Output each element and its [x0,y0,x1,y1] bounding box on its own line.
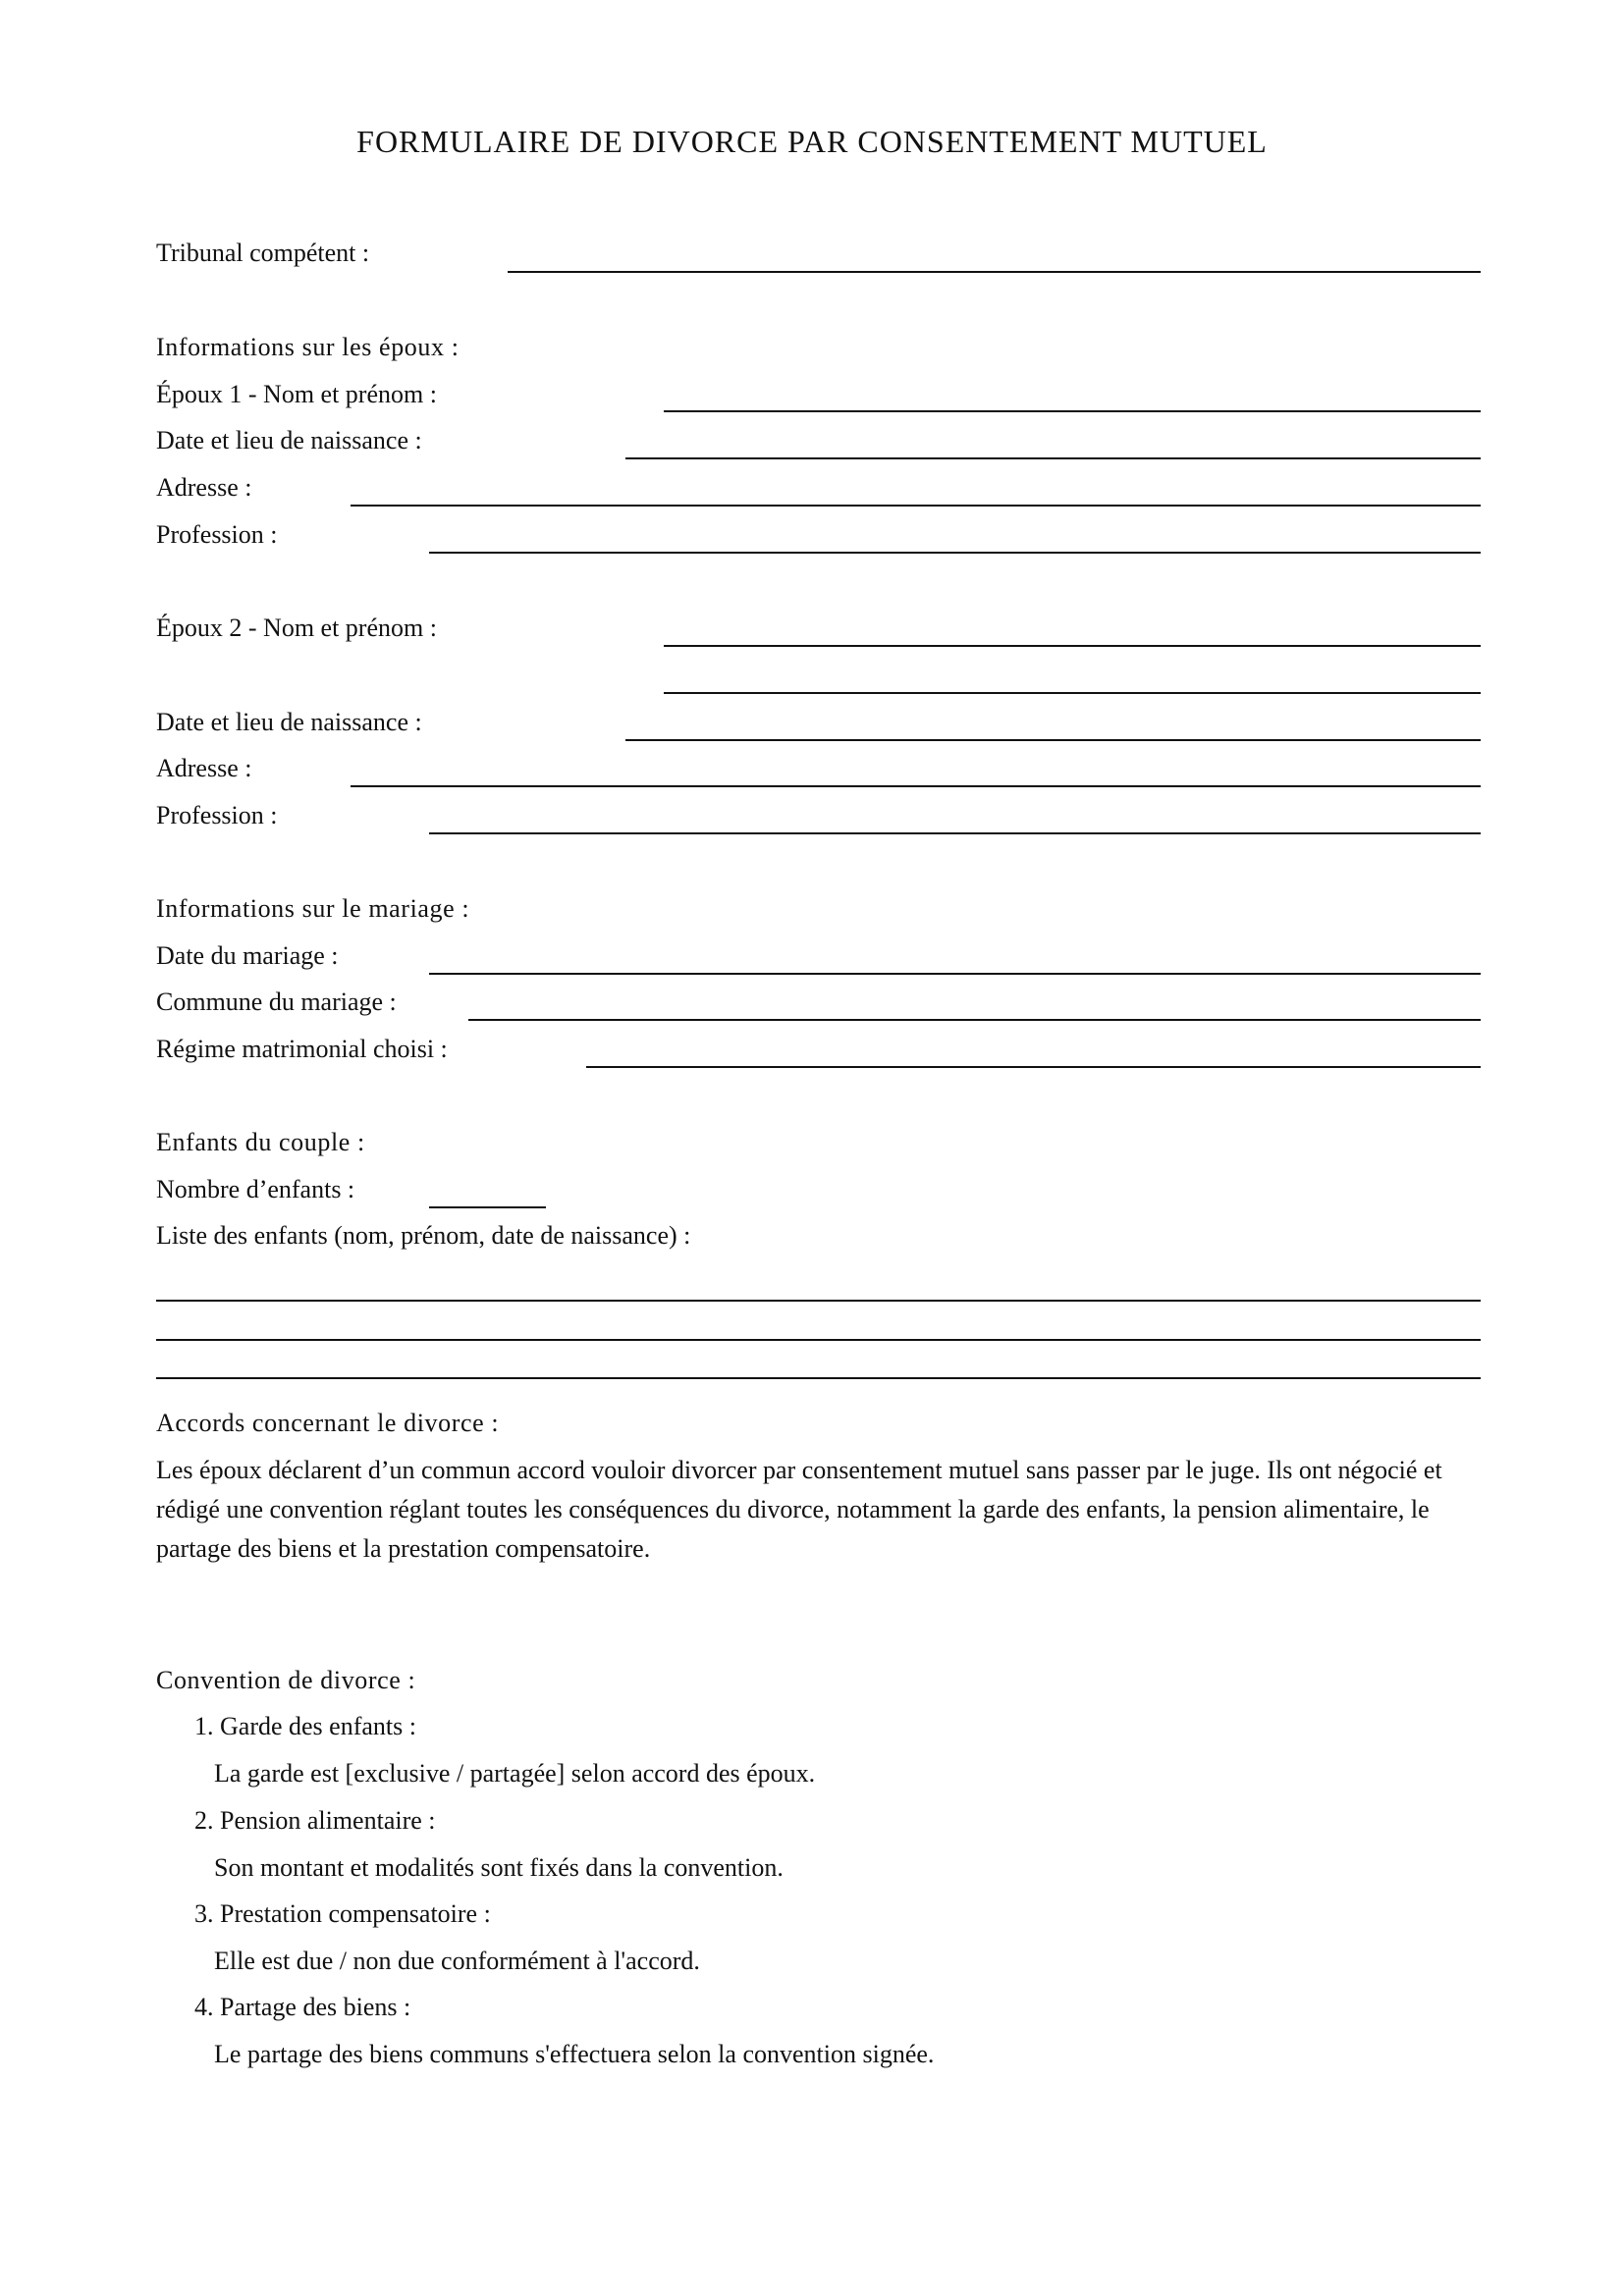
agreements-text: Les époux déclarent d’un commun accord vouloir divorcer par consentement mutuel sans passer par le juge. Ils ont négocié et rédigé une convention réglant toutes les conséquences du divorce, notamment la garde des enfants, la pension alimentaire, le partage des biens et la prestation compensatoire. [156,1456,1442,1563]
spouse1-birth-field[interactable] [625,457,1481,459]
marriage-heading: Informations sur le mariage : [156,894,470,923]
spouse2-name-label: Époux 2 - Nom et prénom : [156,614,437,642]
spouses-heading: Informations sur les époux : [156,333,460,361]
marriage-regime-field[interactable] [586,1066,1481,1068]
convention-item-title: 2. Pension alimentaire : [194,1806,436,1835]
convention-item-text: La garde est [exclusive / partagée] selon accord des époux. [214,1759,816,1788]
spouse2-address-label: Adresse : [156,754,252,782]
spouse1-birth-label: Date et lieu de naissance : [156,426,422,454]
spouse2-birth-label: Date et lieu de naissance : [156,708,422,736]
spouse1-profession-label: Profession : [156,520,278,549]
marriage-date-field[interactable] [429,973,1481,975]
marriage-regime-label: Régime matrimonial choisi : [156,1035,448,1063]
spouse2-profession-label: Profession : [156,801,278,829]
convention-item-title: 4. Partage des biens : [194,1993,411,2021]
children-list-label: Liste des enfants (nom, prénom, date de naissance) : [156,1221,691,1250]
form-title: FORMULAIRE DE DIVORCE PAR CONSENTEMENT MUTUEL [356,124,1268,159]
children-list-line-3[interactable] [156,1377,1481,1379]
marriage-date-label: Date du mariage : [156,941,339,970]
marriage-commune-field[interactable] [468,1019,1481,1021]
children-count-field[interactable] [429,1206,546,1208]
children-count-label: Nombre d’enfants : [156,1175,355,1203]
tribunal-label: Tribunal compétent : [156,239,370,267]
convention-item-title: 1. Garde des enfants : [194,1712,416,1740]
tribunal-field[interactable] [508,271,1481,273]
spouse1-name-label: Époux 1 - Nom et prénom : [156,380,437,408]
spouse2-name-field-2[interactable] [664,692,1481,694]
spouse2-address-field[interactable] [351,785,1481,787]
spouse2-profession-field[interactable] [429,832,1481,834]
convention-heading: Convention de divorce : [156,1666,416,1694]
marriage-commune-label: Commune du mariage : [156,988,397,1016]
children-list-line-1[interactable] [156,1300,1481,1302]
spouse1-profession-field[interactable] [429,552,1481,554]
children-heading: Enfants du couple : [156,1128,365,1156]
spouse2-name-field[interactable] [664,645,1481,647]
convention-item-title: 3. Prestation compensatoire : [194,1899,491,1928]
convention-item-text: Elle est due / non due conformément à l'accord. [214,1947,700,1975]
agreements-heading: Accords concernant le divorce : [156,1409,500,1437]
spouse2-birth-field[interactable] [625,739,1481,741]
spouse1-name-field[interactable] [664,410,1481,412]
convention-item-text: Son montant et modalités sont fixés dans la convention. [214,1853,784,1882]
children-list-line-2[interactable] [156,1339,1481,1341]
spouse1-address-label: Adresse : [156,473,252,502]
convention-item-text: Le partage des biens communs s'effectuera selon la convention signée. [214,2040,935,2068]
spouse1-address-field[interactable] [351,505,1481,507]
